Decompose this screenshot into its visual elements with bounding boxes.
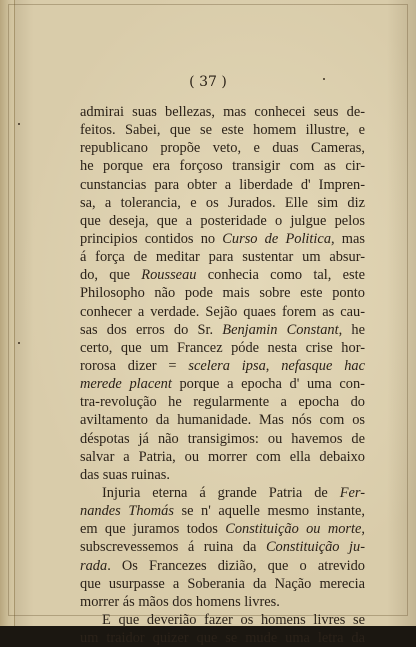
text-run: salvar a Patria, ou morrer com ella debaixo	[80, 448, 365, 465]
text-run: admirai suas bellezas, mas conhecei seus de-	[80, 104, 365, 120]
text-run: aviltamento da humanidade. Mas nós com os	[80, 412, 365, 429]
italic-text: Curso de Politica	[222, 230, 332, 247]
text-line	[80, 194, 365, 212]
text-line	[80, 611, 365, 629]
italic-text: scelera ipsa	[188, 357, 266, 374]
text-run: um traidor quizer que se mude uma letra da	[80, 630, 365, 647]
text-line	[80, 103, 365, 121]
text-run: das suas ruinas.	[80, 466, 170, 483]
text-run: ,	[265, 357, 282, 374]
italic-text: Constituição ju-	[265, 539, 365, 556]
text-line	[80, 502, 365, 520]
text-run: morrer ás mãos dos homens livres.	[80, 593, 280, 610]
text-run: á força de meditar para sustentar um absur-	[80, 249, 365, 266]
text-line	[80, 212, 365, 230]
text-run: feitos. Sabei, que se este homem illustre, e	[80, 122, 365, 139]
text-line	[80, 430, 365, 448]
ink-speck	[323, 78, 325, 80]
text-run: he porque era forçoso transigir com as cir-	[80, 158, 365, 175]
text-line	[80, 593, 365, 611]
page-number: ( 37 )	[189, 74, 227, 90]
ink-speck	[18, 123, 20, 125]
text-run: principios contidos no	[80, 230, 223, 247]
text-line	[80, 629, 365, 647]
text-run: subscrevessemos á ruina da	[80, 539, 266, 556]
text-run: que deseja, que a posteridade o julgue pelos	[80, 212, 365, 229]
italic-text: rada	[80, 557, 108, 574]
text-line	[80, 575, 365, 593]
text-line	[80, 538, 365, 556]
text-line	[80, 176, 365, 194]
text-run: em que juramos todos	[80, 521, 226, 538]
text-line	[80, 139, 365, 157]
text-line	[80, 357, 365, 375]
text-run: . Os Francezes dizião, que o atrevido	[107, 557, 365, 574]
italic-text: nefasque hac	[281, 357, 365, 374]
text-line	[80, 466, 365, 484]
text-run: conhecia como tal, este	[196, 267, 365, 284]
text-line	[80, 393, 365, 411]
text-run: E que deverião fazer os homens livres se	[102, 611, 365, 628]
text-line	[80, 230, 365, 248]
text-line	[80, 248, 365, 266]
text-run: déspotas já não transigimos: ou havemos de	[80, 430, 365, 447]
text-line	[80, 484, 365, 502]
text-run: , he	[338, 321, 365, 338]
text-run: conhecer a verdade. Sejão quaes forem as cau-	[80, 303, 365, 320]
italic-text: nandes Thomás	[80, 503, 174, 520]
text-run: Injuria eterna á grande Patria de	[102, 484, 340, 501]
text-line	[80, 339, 365, 357]
text-run: sa, a tolerancia, e os Jurados. Elle sim diz	[80, 194, 365, 211]
italic-text: Fer-	[339, 484, 365, 501]
italic-text: Rousseau	[141, 267, 197, 284]
text-run: se n' aquelle mesmo instante,	[173, 503, 365, 520]
text-run: rorosa dizer =	[80, 357, 189, 374]
italic-text: Benjamin Constant	[222, 321, 339, 338]
text-run: do, que	[80, 267, 142, 284]
text-line	[80, 321, 365, 339]
text-line	[80, 284, 365, 302]
text-run: porque a epocha d' uma con-	[171, 376, 365, 393]
text-line	[80, 557, 365, 575]
text-run: ,	[361, 521, 366, 538]
text-line	[80, 375, 365, 393]
italic-text: Constituição ou morte	[225, 521, 362, 538]
text-run: cunstancias para obter a liberdade d' Impren-	[80, 176, 365, 193]
text-run: , mas	[331, 230, 365, 247]
body-text	[80, 103, 365, 647]
text-run: que usurpasse a Soberania da Nação merecia	[80, 575, 365, 592]
text-line	[80, 448, 365, 466]
text-line	[80, 303, 365, 321]
text-line	[80, 157, 365, 175]
text-run: tra-revolução he regularmente a epocha do	[80, 394, 365, 411]
text-line	[80, 411, 365, 429]
text-run: Philosopho não pode mais sobre este ponto	[80, 285, 365, 302]
italic-text: merede placent	[80, 376, 172, 393]
text-run: certo, que um Francez póde nesta crise hor-	[80, 339, 365, 356]
text-line	[80, 121, 365, 139]
text-run: sas dos erros do Sr.	[80, 321, 223, 338]
text-run: republicano propõe veto, e duas Cameras,	[80, 140, 365, 157]
ink-speck	[18, 342, 20, 344]
text-line	[80, 266, 365, 284]
text-line	[80, 520, 365, 538]
